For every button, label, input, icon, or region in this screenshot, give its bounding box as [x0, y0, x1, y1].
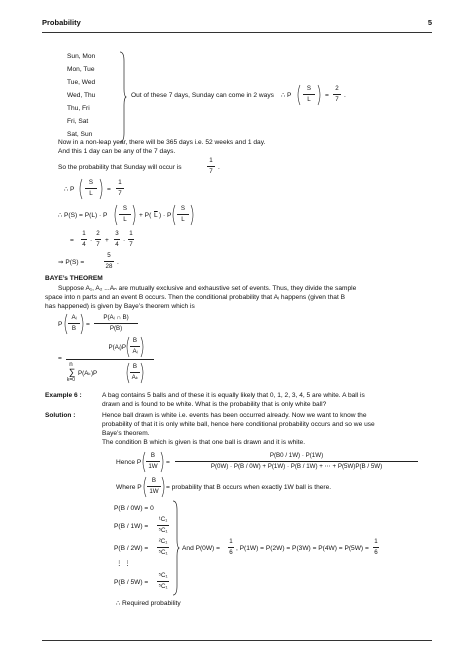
text-line: Hence ball drawn is white i.e. events has been occurred already. Now we want to know the [102, 412, 367, 419]
frac-num: S [88, 179, 94, 186]
day-pair: Wed, Thu [67, 92, 96, 99]
where-text: = probability that B occurs when exactly 1W ball is there. [166, 484, 332, 491]
text-line: drawn and is found to be white. What is the probability that is only white ball? [102, 401, 327, 408]
dot: · [123, 237, 126, 244]
frac-den: 6 [229, 549, 233, 556]
footer-rule [42, 640, 432, 641]
frac-den: P(B) [109, 325, 123, 332]
frac-den: 4 [82, 241, 86, 248]
day-pair: Fri, Sat [67, 118, 89, 125]
frac-bar [130, 372, 140, 373]
day-pair: Tue, Wed [67, 79, 96, 86]
inner-den: Aᵢ [132, 348, 138, 355]
day-pair: Sat, Sun [67, 131, 93, 138]
frac-bar [157, 581, 169, 582]
frac-bar [68, 323, 80, 324]
frac-den: L [307, 96, 311, 103]
frac-num: ¹C₁ [158, 516, 168, 523]
frac-num: S [122, 205, 128, 212]
frac-bar [175, 461, 418, 462]
frac-den: 7 [129, 241, 133, 248]
frac-num: 1 [129, 230, 133, 237]
eq-mid: ) · P [159, 212, 172, 219]
frac-num: Aᵢ [71, 314, 77, 321]
frac-bar [94, 323, 138, 324]
plus: + [105, 237, 109, 244]
solution-label: Solution : [45, 412, 76, 419]
header-rule [42, 32, 432, 33]
frac-num: 1 [374, 538, 378, 545]
frac-den: P(Aₖ)P [78, 370, 98, 377]
cond-line: P(B / 5W) = [114, 579, 149, 586]
equals: = [325, 92, 329, 99]
text-line: Baye’s theorem. [102, 430, 150, 437]
brace [119, 51, 127, 143]
frac-bar [95, 239, 101, 240]
text-line: space into n parts and an event B occurs. Then the conditional probability that Aᵢ happens (given that B [45, 294, 346, 301]
text-line: Now in a non-leap year, there will be 365 days i.e. 52 weeks and 1 day. [58, 139, 266, 146]
period: . [344, 92, 346, 99]
cond-line: P(B / 2W) = [114, 545, 149, 552]
equals: = [70, 237, 74, 244]
frac-num: 5 [107, 252, 111, 259]
text-line: Suppose A₁, A₂ ...Aₙ are mutually exclusive and exhaustive set of events. Thus, they divide the sample [58, 285, 357, 292]
frac-num: ²C₁ [158, 538, 168, 545]
frac-bar [116, 188, 124, 189]
cond-line: P(B / 0W) = 0 [114, 505, 154, 512]
dot: · [90, 237, 93, 244]
frac-num: P(B0 / 1W) · P(1W) [269, 452, 324, 459]
page-header [42, 18, 432, 32]
frac-bar [66, 359, 154, 360]
frac-bar [157, 525, 169, 526]
frac-den: 4 [115, 241, 119, 248]
frac-den: 1W [149, 488, 159, 495]
frac-num: B [151, 477, 157, 484]
frac-bar [147, 486, 161, 487]
ellipsis-line: ⋮ ⋮ [116, 560, 132, 567]
eq-lhs: ∴ P(S) = P(L) · P [58, 212, 108, 219]
frac-bar [207, 166, 215, 167]
frac-den: B [71, 325, 77, 332]
p-symbol: P [58, 321, 63, 328]
inner-num: B [132, 363, 138, 370]
text-line: The condition B which is given is that one ball is drawn and it is white. [102, 439, 306, 446]
text-line: A bag contains 5 balls and of these it is equally likely that 0, 1, 2, 3, 4, 5 are white. A ball is [102, 392, 365, 399]
and-text: And P(0W) = [182, 545, 220, 552]
section-heading: BAYE’s THEOREM [45, 275, 103, 282]
frac-num: 2 [96, 230, 100, 237]
frac-num: 1 [118, 179, 122, 186]
frac-bar [228, 547, 234, 548]
frac-den: ⁵C₁ [158, 527, 168, 534]
page-number: 5 [427, 18, 432, 27]
equals: = [166, 459, 170, 466]
sum-symbol: ∑ [68, 367, 76, 377]
frac-bar [81, 239, 87, 240]
eq-lhs: ⇒ P(S) = [58, 259, 85, 266]
frac-den: L [181, 216, 185, 223]
frac-den: 7 [209, 168, 213, 175]
header-title: Probability [42, 18, 81, 27]
frac-num: P(Aᵢ ∩ B) [103, 314, 129, 321]
frac-den: ⁵C₁ [158, 583, 168, 590]
text-line: And this 1 day can be any of the 7 days. [58, 148, 176, 155]
day-pair: Sun, Mon [67, 53, 96, 60]
frac-bar [146, 461, 160, 462]
frac-bar [114, 239, 120, 240]
hence-prefix: Hence P [116, 459, 142, 466]
frac-num: 2 [335, 85, 339, 92]
frac-den: 7 [335, 96, 339, 103]
frac-bar [303, 94, 315, 95]
therefore-p: ∴ P [281, 92, 292, 99]
days-statement: Out of these 7 days, Sunday can come in 2 ways [131, 92, 274, 99]
frac-num: 1 [229, 538, 233, 545]
example-label: Example 6 : [45, 392, 82, 399]
brace [172, 500, 180, 596]
required-line: ∴ Required probability [116, 600, 181, 607]
therefore-p: ∴ P [64, 186, 75, 193]
equals: = [58, 355, 62, 362]
frac-den: 1W [148, 463, 158, 470]
frac-den: ⁵C₁ [158, 549, 168, 556]
frac-bar [373, 547, 379, 548]
day-pair: Mon, Tue [67, 66, 95, 73]
frac-den: 7 [96, 241, 100, 248]
frac-num: ⁵C₁ [158, 572, 168, 579]
frac-bar [177, 214, 189, 215]
and-text: , P(1W) = P(2W) = P(3W) = P(4W) = P(5W) = [236, 545, 369, 552]
l-bar: $\overline{L}$ [154, 212, 158, 219]
frac-bar [119, 214, 131, 215]
frac-bar [157, 547, 169, 548]
sum-bottom: k=0 [66, 377, 76, 383]
frac-den: 7 [118, 190, 122, 197]
frac-bar [85, 188, 97, 189]
frac-bar [333, 94, 341, 95]
frac-den: L [89, 190, 93, 197]
equals: = [107, 186, 111, 193]
frac-num: S [180, 205, 186, 212]
frac-den: P(0W) · P(B / 0W) + P(1W) · P(B / 1W) + ⋯ + P(5W)P(B / 5W) [210, 463, 383, 470]
inner-num: B [132, 337, 138, 344]
period: . [117, 259, 119, 266]
cond-line: P(B / 1W) = [114, 523, 149, 530]
eq-mid: + P( [139, 212, 152, 219]
sum-top: n [69, 361, 73, 368]
frac-num: 3 [115, 230, 119, 237]
frac-num: B [150, 452, 156, 459]
frac-bar [104, 261, 114, 262]
frac-den: 6 [374, 549, 378, 556]
frac-den: 28 [105, 263, 113, 270]
where-prefix: Where P [116, 484, 142, 491]
frac-bar [130, 346, 140, 347]
frac-num: S [306, 85, 312, 92]
text-line: probability of that it is only white ball, hence here conditional probability occurs and so we use [102, 421, 375, 428]
inner-den: Aₖ [131, 374, 139, 381]
frac-num: 1 [82, 230, 86, 237]
frac-den: L [123, 216, 127, 223]
day-pair: Thu, Fri [67, 105, 90, 112]
period: . [218, 164, 220, 171]
text-line: So the probability that Sunday will occur is [58, 164, 182, 171]
frac-bar [128, 239, 134, 240]
text-line: has happened) is given by Baye’s theorem which is [45, 303, 195, 310]
frac-num: 1 [209, 157, 213, 164]
equals: = [86, 321, 90, 328]
frac-num: P(Aᵢ)P [108, 344, 126, 351]
